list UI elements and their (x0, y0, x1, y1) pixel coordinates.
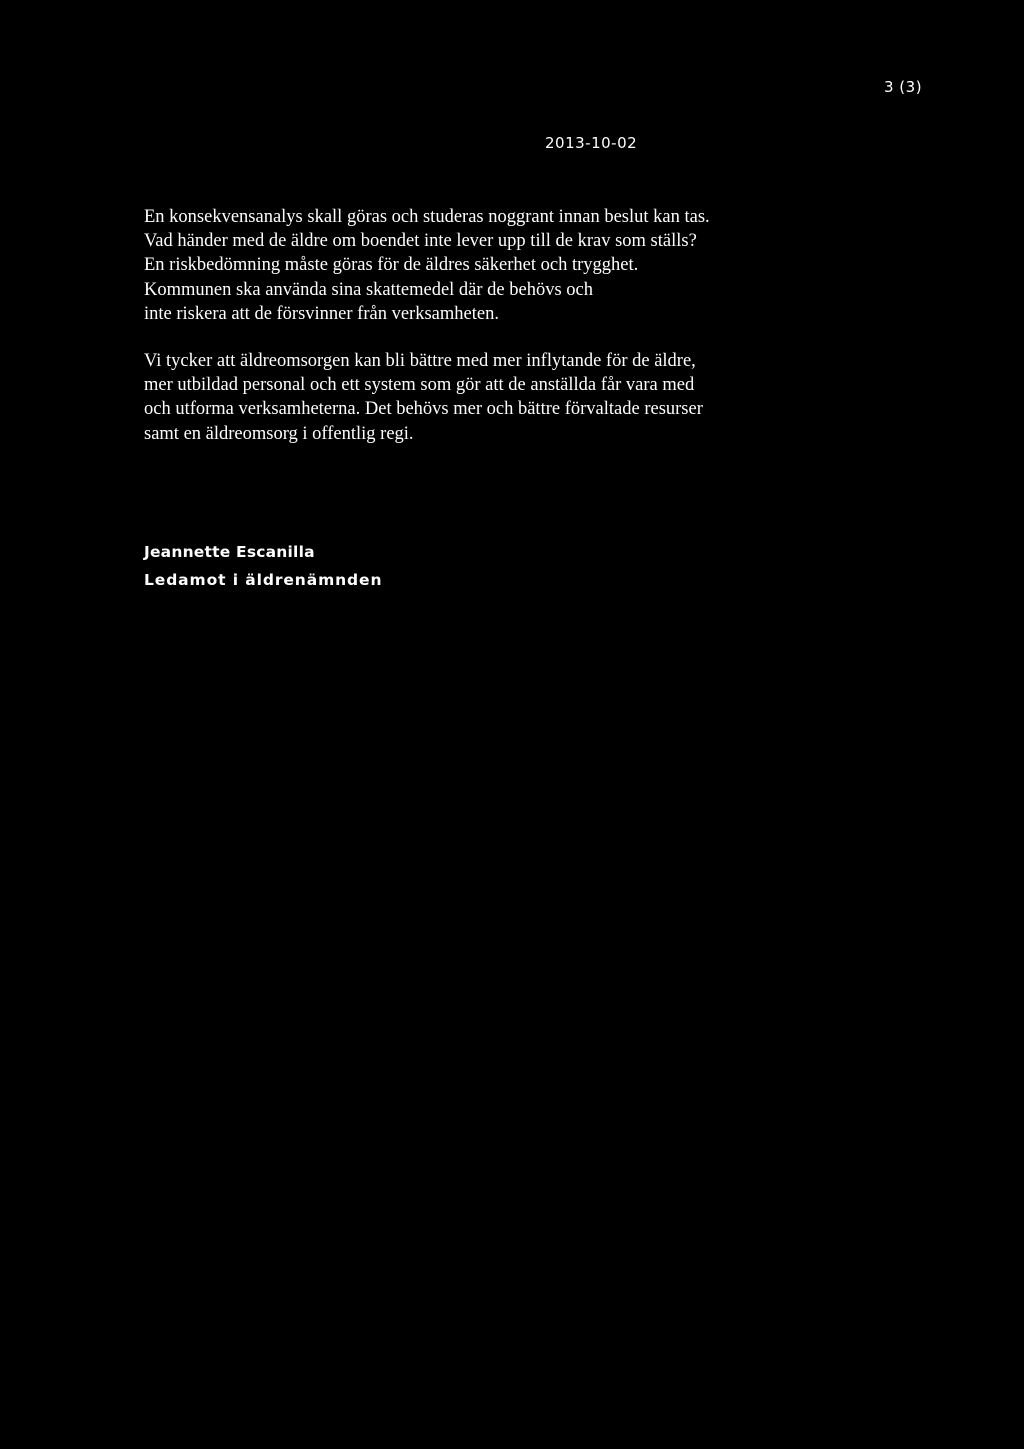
paragraph-line: mer utbildad personal och ett system som gör att de anställda får vara med (144, 375, 695, 396)
paragraph-line: En konsekvensanalys skall göras och studeras noggrant innan beslut kan tas. (144, 207, 710, 227)
signature-name: Jeannette Escanilla (144, 543, 315, 561)
paragraph-1 (144, 205, 864, 326)
paragraph-2 (144, 349, 864, 446)
paragraph-line: Vi tycker att äldreomsorgen kan bli bättre med mer inflytande för de äldre, (144, 351, 696, 371)
page-number: 3 (3) (884, 78, 923, 96)
signature-title: Ledamot i äldrenämnden (144, 571, 383, 589)
paragraph-line: samt en äldreomsorg i offentlig regi. (144, 423, 414, 444)
paragraph-line: och utforma verksamheterna. Det behövs mer och bättre förvaltade resurser (144, 399, 703, 420)
document-date: 2013-10-02 (545, 134, 638, 152)
paragraph-line: inte riskera att de försvinner från verksamheten. (144, 303, 499, 324)
paragraph-line: En riskbedömning måste göras för de äldres säkerhet och trygghet. (144, 255, 639, 276)
paragraph-line: Vad händer med de äldre om boendet inte lever upp till de krav som ställs? (144, 231, 697, 252)
paragraph-line: Kommunen ska använda sina skattemedel där de behövs och (144, 279, 594, 300)
